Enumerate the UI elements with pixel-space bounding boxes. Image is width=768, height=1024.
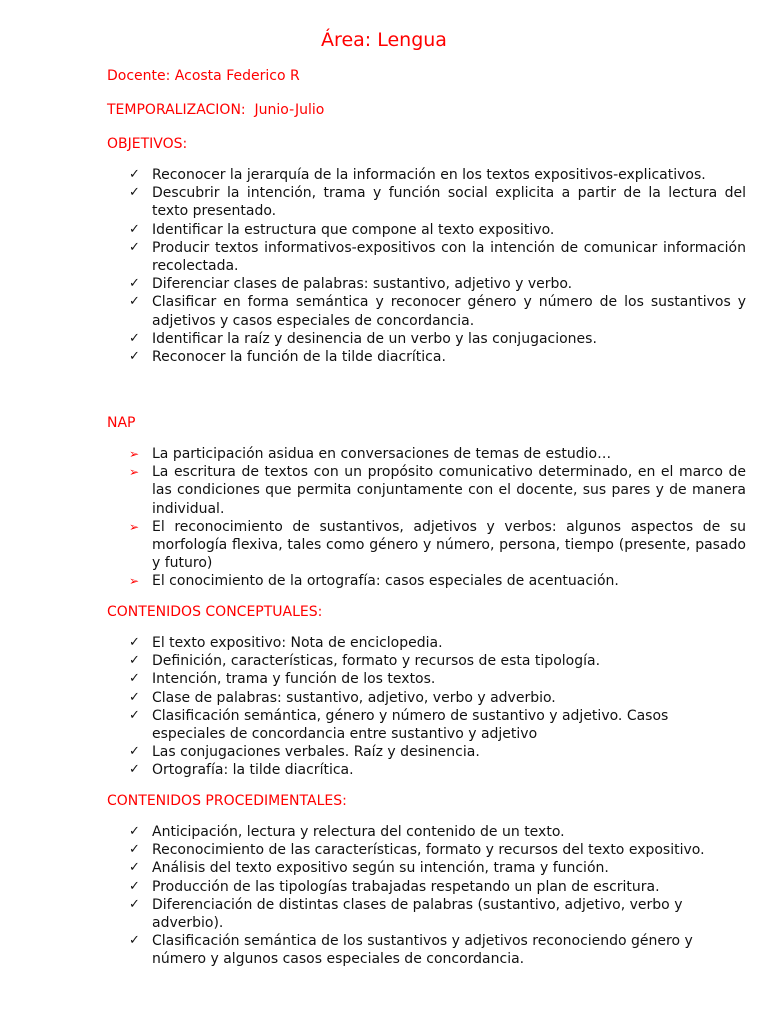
list-item-text: Clasificación semántica de los sustantivos y adjetivos reconociendo género y número y algunos casos especiales de concordancia. — [152, 933, 693, 968]
check-icon: ✓ — [129, 762, 140, 778]
list-item-text: Identificar la raíz y desinencia de un verbo y las conjugaciones. — [152, 330, 597, 347]
list-item-text: Diferenciación de distintas clases de palabras (sustantivo, adjetivo, verbo y adverbio). — [152, 896, 683, 932]
arrow-right-icon: ➢ — [129, 574, 140, 589]
list-item — [0, 518, 768, 573]
check-icon: ✓ — [129, 860, 140, 876]
list-item — [0, 896, 768, 932]
list-item-text: Reconocer la jerarquía de la información en los textos expositivos-explicativos. — [152, 167, 706, 183]
list-item — [0, 184, 768, 220]
check-icon: ✓ — [129, 330, 140, 346]
list-item-text: Diferenciar clases de palabras: sustantivo, adjetivo y verbo. — [152, 276, 573, 293]
list-item-text: Producción de las tipologías trabajadas respetando un plan de escritura. — [152, 878, 660, 895]
conceptuales-list — [0, 634, 768, 780]
check-icon: ✓ — [129, 653, 140, 669]
check-icon: ✓ — [129, 896, 140, 912]
list-item-text: Anticipación, lectura y relectura del contenido de un texto. — [152, 824, 565, 840]
list-item — [0, 275, 768, 293]
list-item — [0, 707, 768, 743]
check-icon: ✓ — [129, 744, 140, 760]
check-icon: ✓ — [129, 824, 140, 839]
check-icon: ✓ — [129, 842, 140, 858]
list-item — [0, 572, 768, 590]
check-icon: ✓ — [129, 707, 140, 723]
list-item — [0, 743, 768, 761]
check-icon: ✓ — [129, 349, 140, 365]
check-icon: ✓ — [129, 221, 140, 237]
list-item — [0, 445, 768, 463]
check-icon: ✓ — [129, 276, 140, 292]
arrow-right-icon: ➢ — [129, 465, 140, 480]
list-item-text: Análisis del texto expositivo según su intención, trama y función. — [152, 860, 609, 877]
check-icon: ✓ — [129, 878, 140, 894]
list-item-text: Reconocer la función de la tilde diacrítica. — [152, 349, 446, 366]
list-item — [0, 823, 768, 841]
check-icon: ✓ — [129, 689, 140, 705]
list-item — [0, 166, 768, 184]
objetivos-heading: OBJETIVOS: — [107, 136, 188, 152]
list-item-text: Definición, características, formato y recursos de esta tipología. — [152, 653, 601, 670]
list-item — [0, 859, 768, 877]
list-item — [0, 463, 768, 518]
list-item — [0, 634, 768, 652]
objetivos-list — [0, 166, 768, 366]
check-icon: ✓ — [129, 671, 140, 687]
list-item-text: El conocimiento de la ortografía: casos especiales de acentuación. — [152, 573, 619, 590]
check-icon: ✓ — [129, 185, 140, 201]
list-item — [0, 221, 768, 239]
list-item-text: Reconocimiento de las características, formato y recursos del texto expositivo. — [152, 842, 705, 859]
nap-list — [0, 445, 768, 591]
list-item — [0, 348, 768, 366]
list-item — [0, 841, 768, 859]
list-item-text: Producir textos informativos-expositivos con la intención de comunicar información recolectada. — [152, 239, 746, 275]
conceptuales-heading: CONTENIDOS CONCEPTUALES: — [107, 604, 323, 620]
check-icon: ✓ — [129, 239, 140, 255]
list-item-text: Clasificación semántica, género y número de sustantivo y adjetivo. Casos especiales de concordancia entre sustantivo y adjetivo — [152, 707, 669, 743]
list-item — [0, 878, 768, 896]
check-icon: ✓ — [129, 167, 140, 182]
list-item — [0, 689, 768, 707]
check-icon: ✓ — [129, 294, 140, 310]
check-icon: ✓ — [129, 635, 140, 650]
arrow-right-icon: ➢ — [129, 447, 140, 461]
page-title: Área: Lengua — [321, 29, 447, 51]
list-item-text: El reconocimiento de sustantivos, adjetivos y verbos: algunos aspectos de su morfología flexiva, tales como género y número, persona, tiempo (presente, pasado y futuro) — [152, 518, 746, 572]
list-item-text: Clasificar en forma semántica y reconocer género y número de los sustantivos y adjetivos y casos especiales de concordancia. — [152, 294, 746, 329]
nap-heading: NAP — [107, 415, 136, 431]
list-item-text: Descubrir la intención, trama y función social explicita a partir de la lectura del texto presentado. — [152, 185, 746, 220]
list-item-text: Las conjugaciones verbales. Raíz y desinencia. — [152, 744, 480, 761]
list-item — [0, 670, 768, 688]
list-item-text: Ortografía: la tilde diacrítica. — [152, 762, 354, 779]
list-item-text: Clase de palabras: sustantivo, adjetivo, verbo y adverbio. — [152, 689, 556, 706]
check-icon: ✓ — [129, 933, 140, 949]
list-item — [0, 652, 768, 670]
list-item — [0, 761, 768, 779]
procedimentales-list — [0, 823, 768, 969]
list-item-text: La participación asidua en conversaciones de temas de estudio… — [152, 446, 612, 462]
procedimentales-heading: CONTENIDOS PROCEDIMENTALES: — [107, 793, 347, 809]
list-item — [0, 932, 768, 968]
temporalizacion-line: TEMPORALIZACION: Junio-Julio — [107, 102, 325, 118]
arrow-right-icon: ➢ — [129, 519, 140, 534]
list-item — [0, 330, 768, 348]
list-item — [0, 239, 768, 275]
list-item-text: La escritura de textos con un propósito comunicativo determinado, en el marco de las condiciones que permita conjuntamente con el docente, sus pares y de manera individual. — [152, 464, 746, 517]
list-item — [0, 293, 768, 329]
docente-line: Docente: Acosta Federico R — [107, 68, 300, 84]
list-item-text: Intención, trama y función de los textos. — [152, 671, 436, 688]
list-item-text: El texto expositivo: Nota de enciclopedia. — [152, 635, 443, 651]
list-item-text: Identificar la estructura que compone al texto expositivo. — [152, 221, 555, 238]
